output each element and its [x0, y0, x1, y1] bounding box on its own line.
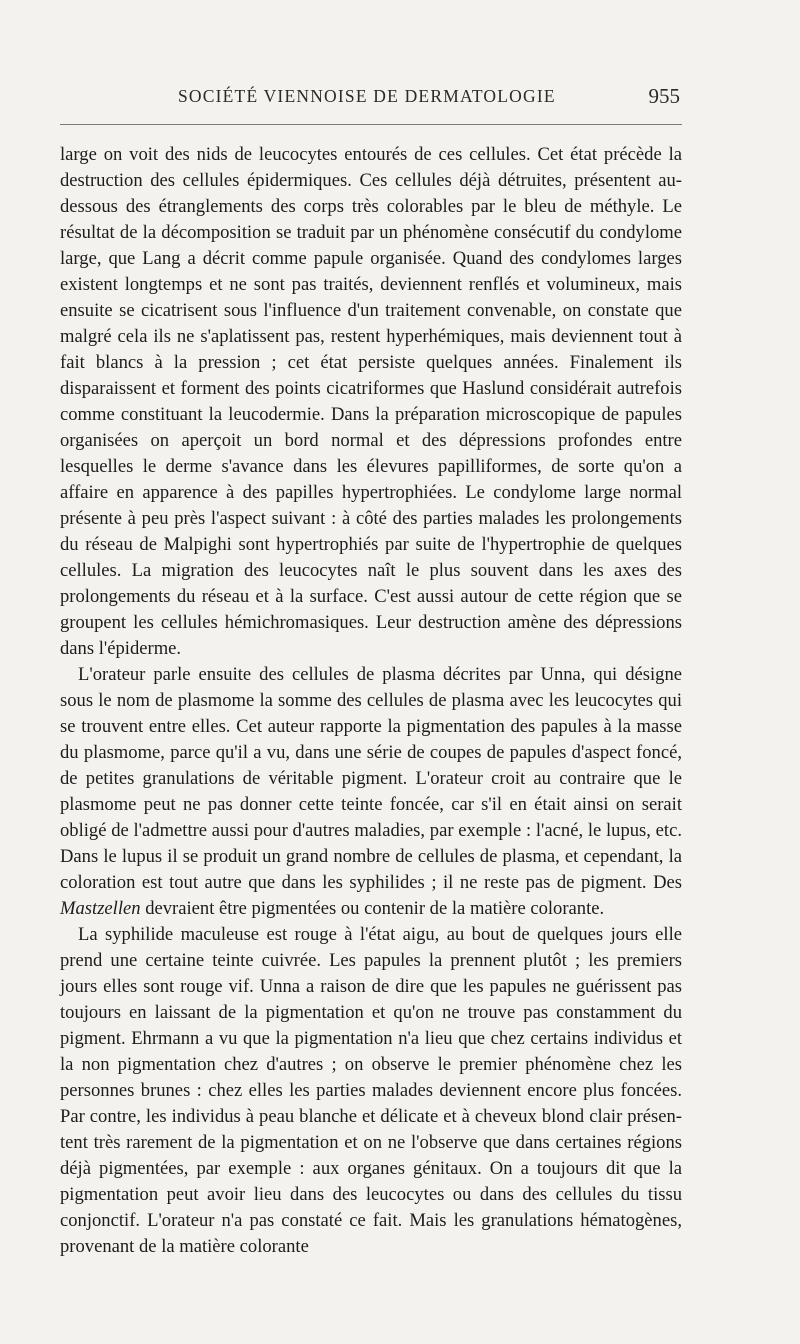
paragraph-3: La syphilide maculeuse est rouge à l'état aigu, au bout de quelques jours elle prend une certaine teinte cuivrée. Les papules la prennent plutôt ; les premiers jours elles sont rouge vif. Unna a raison de dire que les papules ne guérissent pas toujours en laissant de la pigmentation et qu'on ne trouve pas constamment du pigment. Ehrmann a vu que la pigmentation n'a lieu que chez certains individus et la non pigmentation chez d'autres ; on observe le premier phénomène chez les personnes brunes : chez elles les parties malades deviennent encore plus foncées. Par contre, les individus à peau blanche et délicate et à cheveux blond clair présentent très rarement de la pigmentation et on ne l'observe que dans certaines régions déjà pigmentées, par exemple : aux organes génitaux. On a toujours dit que la pigmentation peut avoir lieu dans des leucocytes ou dans des cellules du tissu conjonctif. L'orateur n'a pas constaté ce fait. Mais les granulations hématogènes, provenant de la matière colorante: [60, 924, 682, 1257]
paragraph-2-start: L'orateur parle ensuite des cellules de plasma décrites par Unna, qui désigne sous le nom de plasmome la somme des cellules de plasma avec les leucocytes qui se trouvent entre elles. Cet auteur rapporte la pigmentation des papules à la masse du plasmome, parce qu'il a vu, dans une série de coupes de papules d'aspect foncé, de petites granulations de véritable pigment. L'orateur croit au contraire que le plasmome peut ne pas donner cette teinte foncée, car s'il en était ainsi on serait obligé de l'admettre aussi pour d'autres maladies, par exemple : l'acné, le lupus, etc. Dans le lupus il se produit un grand nombre de cellules de plasma, et cependant, la coloration est tout autre que dans les syphilides ; il ne reste pas de pigment. Des: [60, 664, 682, 893]
italic-term-mastzellen: Mastzellen: [60, 898, 141, 919]
running-title: SOCIÉTÉ VIENNOISE DE DERMATOLOGIE: [178, 86, 556, 106]
page-header: [60, 86, 682, 116]
header-rule: [60, 124, 682, 125]
body-text: [60, 142, 682, 1260]
paragraph-1: large on voit des nids de leucocytes entourés de ces cellules. Cet état précède la destruction des cellules épidermiques. Ces cellules déjà détruites, présentent au-dessous des étranglements des corps très colorables par le bleu de méthyle. Le résultat de la décomposition se traduit par un phénomène consécutif du condylome large, que Lang a décrit comme papule organisée. Quand des condylomes larges existent longtemps et ne sont pas traités, deviennent renflés et volumineux, mais ensuite se cicatrisent sous l'influence d'un traitement convenable, on constate que malgré cela ils ne s'aplatissent pas, restent hyperhémiques, mais deviennent tout à fait blancs à la pression ; cet état persiste quelques années. Finalement ils disparaissent et forment des points cicatriformes que Haslund considérait autrefois comme constituant la leucodermie. Dans la préparation microscopique de papules organisées on aperçoit un bord normal et des dépressions profondes entre lesquelles le derme s'avance dans les élevures papilliformes, de sorte qu'on a affaire en apparence à des papilles hypertrophiées. Le condylome large normal présente à peu près l'aspect suivant : à côté des parties malades les prolongements du réseau de Malpighi sont hypertrophiés par suite de l'hypertrophie de quelques cellules. La migration des leucocytes naît le plus souvent dans les axes des prolongements du réseau et à la surface. C'est aussi autour de cette région que se groupent les cellules hémichromasiques. Leur destruction amène des dépressions dans l'épiderme.: [60, 144, 682, 659]
page-number: 955: [648, 84, 680, 108]
paragraph-2-end: devraient être pigmentées ou contenir de la matière colorante.: [140, 898, 605, 919]
paragraph-2: [60, 662, 682, 922]
